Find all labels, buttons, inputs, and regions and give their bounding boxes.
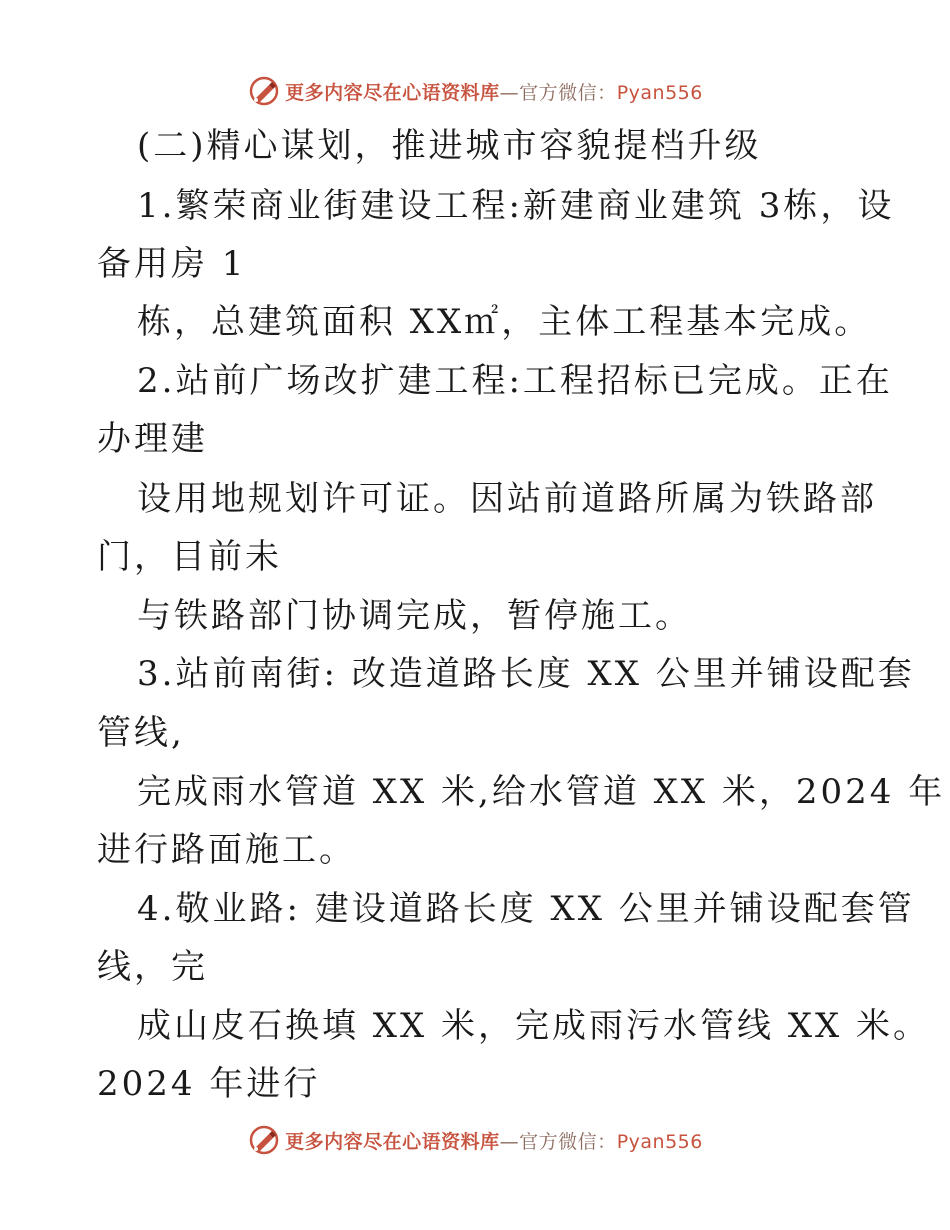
paragraph-line: 办理建	[97, 419, 208, 459]
watermark-main-text: 更多内容尽在心语资料库	[285, 1130, 500, 1153]
watermark-wechat-id: Pyan556	[616, 81, 703, 104]
paragraph-line: 栋，总建筑面积 XX㎡，主体工程基本完成。	[137, 302, 872, 342]
pen-logo-icon	[247, 74, 281, 108]
watermark-suffix: 官方微信：	[519, 1130, 617, 1153]
paragraph-line: 2.站前广场改扩建工程:工程招标已完成。正在	[137, 361, 893, 401]
paragraph-line: 管线,	[97, 713, 185, 753]
watermark-separator: —	[499, 1130, 520, 1153]
paragraph-line: 与铁路部门协调完成，暂停施工。	[137, 596, 692, 636]
paragraph-line: 2024 年进行	[97, 1064, 321, 1104]
watermark-text	[285, 1127, 703, 1154]
paragraph-line: 备用房 1	[97, 244, 247, 284]
paragraph-line: 4.敬业路: 建设道路长度 XX 公里并铺设配套管	[137, 889, 915, 929]
pen-logo-icon	[247, 1123, 281, 1157]
paragraph-line: 3.站前南街: 改造道路长度 XX 公里并铺设配套	[137, 654, 915, 694]
paragraph-line: 线，完	[97, 947, 208, 987]
paragraph-line: 1.繁荣商业街建设工程:新建商业建筑 3栋，设	[137, 186, 895, 226]
paragraph-line: 进行路面施工。	[97, 830, 356, 870]
paragraph-line: 成山皮石换填 XX 米，完成雨污水管线 XX 米。	[137, 1006, 931, 1046]
watermark-wechat-id: Pyan556	[616, 1130, 703, 1153]
section-heading: (二)精心谋划，推进城市容貌提档升级	[137, 126, 762, 166]
paragraph-line: 完成雨水管道 XX 米,给水管道 XX 米，2024 年	[137, 772, 946, 812]
watermark-separator: —	[499, 81, 520, 104]
watermark-header	[0, 71, 950, 111]
paragraph-line: 门，目前未	[97, 537, 282, 577]
watermark-suffix: 官方微信：	[519, 81, 617, 104]
paragraph-line: 设用地规划许可证。因站前道路所属为铁路部	[137, 479, 877, 519]
watermark-text	[285, 78, 703, 105]
watermark-footer	[0, 1120, 950, 1160]
watermark-main-text: 更多内容尽在心语资料库	[285, 81, 500, 104]
